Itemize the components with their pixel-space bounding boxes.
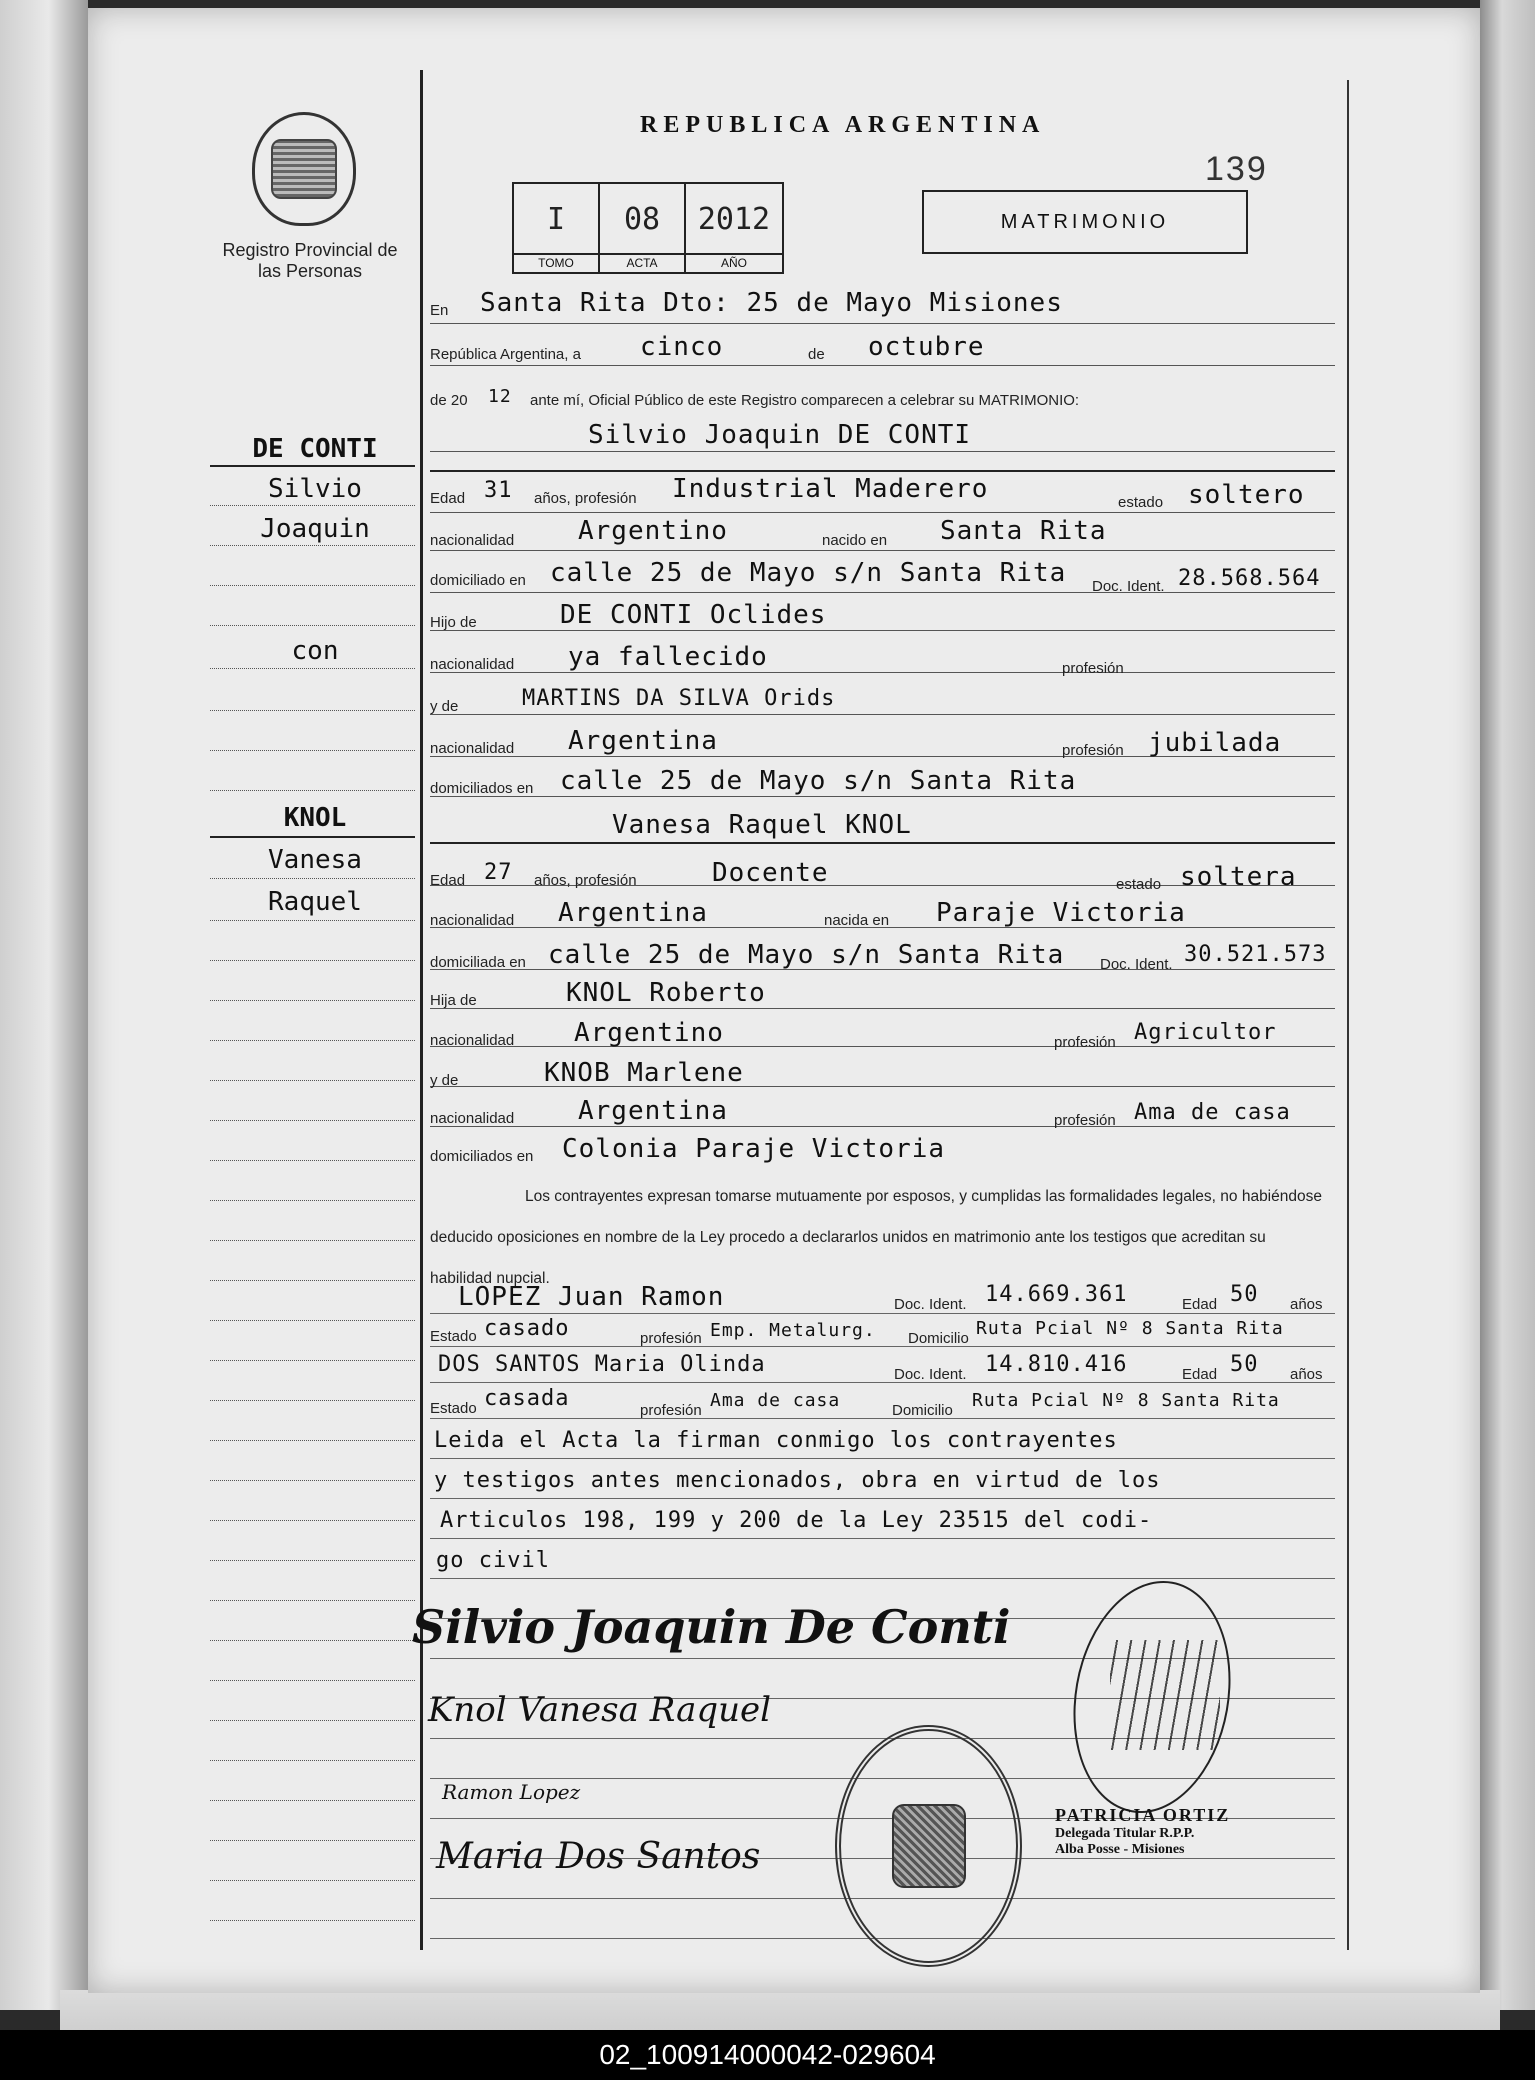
- label-de-20: de 20: [430, 392, 468, 409]
- label-de: de: [808, 346, 825, 363]
- c1-age: 31: [484, 478, 513, 503]
- c1-profession: Industrial Maderero: [672, 474, 989, 504]
- body-rule: [430, 1498, 1335, 1499]
- margin-surname-2: KNOL: [283, 803, 347, 833]
- c2-status: soltera: [1180, 862, 1297, 892]
- closing-line: Leida el Acta la firman conmigo los contrayentes: [434, 1428, 1118, 1453]
- label-profesion: profesión: [640, 1330, 702, 1347]
- margin-name-2a: Vanesa: [268, 845, 362, 875]
- label-nacionalidad: nacionalidad: [430, 1110, 515, 1127]
- body-rule: [430, 1418, 1335, 1419]
- officer-block: [1055, 1805, 1230, 1858]
- c1-parents-address: calle 25 de Mayo s/n Santa Rita: [560, 766, 1077, 796]
- c2-mother-nationality: Argentina: [578, 1096, 728, 1126]
- officer-role: Delegada Titular R.P.P.: [1055, 1826, 1195, 1841]
- label-anos: años: [1290, 1296, 1323, 1313]
- margin-rule: [210, 668, 415, 669]
- month-value: octubre: [868, 332, 985, 362]
- witness-2-profession: Ama de casa: [710, 1390, 841, 1411]
- margin-rule: [210, 1560, 415, 1561]
- witness-1-domicile: Ruta Pcial Nº 8 Santa Rita: [976, 1318, 1284, 1339]
- label-nacionalidad: nacionalidad: [430, 912, 515, 929]
- label-profesion: profesión: [1062, 742, 1124, 759]
- label-edad: Edad: [1182, 1366, 1218, 1383]
- body-rule: [430, 550, 1335, 551]
- margin-rule: [210, 1760, 415, 1761]
- label-hija-de: Hija de: [430, 992, 477, 1009]
- c1-mother-nationality: Argentina: [568, 726, 718, 756]
- margin-rule: [210, 710, 415, 711]
- c2-address: calle 25 de Mayo s/n Santa Rita: [548, 940, 1065, 970]
- label-y-de: y de: [430, 698, 459, 715]
- label-nacido-en: nacido en: [822, 532, 888, 549]
- body-rule: [430, 1046, 1335, 1047]
- witness-1-doc: 14.669.361: [985, 1282, 1128, 1307]
- witness-1-status: casado: [484, 1316, 570, 1341]
- witness-2-age: 50: [1230, 1352, 1259, 1377]
- margin-rule: [210, 1240, 415, 1241]
- anio-label: AÑO: [686, 253, 782, 270]
- body-rule: [430, 796, 1335, 797]
- c2-doc: 30.521.573: [1184, 942, 1327, 967]
- body-rule: [430, 1458, 1335, 1459]
- folio-number: 139: [1205, 150, 1268, 188]
- c2-mother: KNOB Marlene: [544, 1058, 744, 1088]
- book-right-edge: [1480, 0, 1535, 2010]
- margin-rule: [210, 960, 415, 961]
- tomo-value: I: [546, 202, 566, 237]
- anio-value: 2012: [697, 202, 771, 237]
- c2-nationality: Argentina: [558, 898, 708, 928]
- margin-rule: [210, 1200, 415, 1201]
- c1-birthplace: Santa Rita: [940, 516, 1107, 546]
- label-estado: estado: [1118, 494, 1164, 511]
- margin-name-1b: Joaquin: [260, 514, 370, 544]
- label-doc: Doc. Ident.: [1100, 956, 1173, 973]
- acta-box: [598, 182, 686, 274]
- registry-name: Registro Provincial de las Personas: [222, 240, 398, 281]
- witness-1-name: LOPEZ Juan Ramon: [458, 1282, 725, 1312]
- body-rule: [430, 1578, 1335, 1579]
- signature-2: Knol Vanesa Raquel: [428, 1690, 772, 1730]
- label-estado: estado: [1116, 876, 1162, 893]
- section-rule: [430, 842, 1335, 844]
- c1-mother: MARTINS DA SILVA Orids: [522, 686, 836, 711]
- c1-nationality: Argentino: [578, 516, 728, 546]
- section-rule: [430, 470, 1335, 472]
- label-doc: Doc. Ident.: [1092, 578, 1165, 595]
- body-rule: [430, 512, 1335, 513]
- margin-rule: [210, 1080, 415, 1081]
- margin-rule: [210, 1320, 415, 1321]
- closing-line: go civil: [436, 1548, 550, 1573]
- label-hijo-de: Hijo de: [430, 614, 477, 631]
- margin-name-2b: Raquel: [268, 887, 362, 917]
- body-rule: [430, 630, 1335, 631]
- label-nacionalidad: nacionalidad: [430, 532, 515, 549]
- body-rule: [430, 592, 1335, 593]
- c1-father-nationality: ya fallecido: [568, 642, 768, 672]
- body-rule: [430, 1008, 1335, 1009]
- margin-rule: [210, 920, 415, 921]
- c2-parents-address: Colonia Paraje Victoria: [562, 1134, 946, 1164]
- c1-father: DE CONTI Oclides: [560, 600, 827, 630]
- margin-rule: [210, 1440, 415, 1441]
- margin-rule: [210, 1920, 415, 1921]
- country-title: REPUBLICA ARGENTINA: [640, 112, 1046, 138]
- witness-2-name: DOS SANTOS Maria Olinda: [438, 1352, 766, 1377]
- label-nacionalidad: nacionalidad: [430, 740, 515, 757]
- label-anos-profesion: años, profesión: [534, 872, 637, 889]
- margin-rule: [210, 1160, 415, 1161]
- label-edad: Edad: [430, 872, 466, 889]
- margin-rule: [210, 505, 415, 506]
- officer-name: PATRICIA ORTIZ: [1055, 1805, 1231, 1825]
- signature-3: Ramon Lopez: [442, 1780, 581, 1804]
- signature-4: Maria Dos Santos: [436, 1836, 761, 1877]
- margin-rule: [210, 1520, 415, 1521]
- place-value: Santa Rita Dto: 25 de Mayo Misiones: [480, 288, 1063, 318]
- body-rule: [430, 451, 1335, 452]
- margin-rule: [210, 1280, 415, 1281]
- label-estado: Estado: [430, 1328, 477, 1345]
- margin-rule: [210, 1600, 415, 1601]
- label-edad: Edad: [430, 490, 466, 507]
- c1-doc: 28.568.564: [1178, 566, 1321, 591]
- officer-signature-scribble: [1110, 1640, 1220, 1750]
- label-profesion: profesión: [1054, 1112, 1116, 1129]
- margin-rule: [210, 1880, 415, 1881]
- year-suffix: 12: [488, 386, 512, 407]
- margin-divider: [420, 70, 423, 1950]
- label-domiciliados: domiciliados en: [430, 1148, 534, 1165]
- c2-age: 27: [484, 860, 513, 885]
- signature-1: Silvio Joaquin De Conti: [412, 1600, 1011, 1654]
- margin-rule: [210, 1840, 415, 1841]
- margin-rule: [210, 878, 415, 879]
- label-domiciliado: domiciliado en: [430, 572, 526, 589]
- c1-status: soltero: [1188, 480, 1305, 510]
- margin-rule: [210, 625, 415, 626]
- label-domiciliados: domiciliados en: [430, 780, 534, 797]
- page-bottom-edge: [60, 1990, 1500, 2030]
- declaration-text: Los contrayentes expresan tomarse mutuamente por esposos, y cumplidas las formalidades legales, no habiéndose deducido oposiciones en nombre de la Ley procedo a declararlos unidos en matrimonio ante los testigos que acreditan su habilidad nupcial.: [430, 1188, 1322, 1287]
- margin-rule: [210, 750, 415, 751]
- document-type-box: MATRIMONIO: [922, 190, 1248, 254]
- margin-rule: [210, 1680, 415, 1681]
- margin-rule: [210, 1360, 415, 1361]
- officer-place: Alba Posse - Misiones: [1055, 1842, 1185, 1857]
- margin-rule: [210, 1040, 415, 1041]
- label-profesion: profesión: [1062, 660, 1124, 677]
- margin-rule: [210, 790, 415, 791]
- label-domicilio: Domicilio: [892, 1402, 953, 1419]
- margin-con: con: [291, 636, 339, 666]
- anio-box: [684, 182, 784, 274]
- body-rule: [430, 672, 1335, 673]
- witness-2-doc: 14.810.416: [985, 1352, 1128, 1377]
- body-rule: [430, 1538, 1335, 1539]
- c2-birthplace: Paraje Victoria: [936, 898, 1186, 928]
- tomo-label: TOMO: [514, 253, 598, 270]
- margin-surname-1: DE CONTI: [252, 434, 378, 464]
- closing-line: Articulos 198, 199 y 200 de la Ley 23515 del codi-: [440, 1508, 1153, 1533]
- margin-rule: [210, 1480, 415, 1481]
- c2-father: KNOL Roberto: [566, 978, 766, 1008]
- margin-rule: [210, 1120, 415, 1121]
- provincial-seal-icon: [252, 112, 356, 226]
- margin-rule: [210, 1720, 415, 1721]
- right-border-line: [1347, 80, 1349, 1950]
- label-ante-mi: ante mí, Oficial Público de este Registro comparecen a celebrar su MATRIMONIO:: [530, 392, 1080, 409]
- margin-rule: [210, 1800, 415, 1801]
- document-id-footer: 02_100914000042-029604: [0, 2030, 1535, 2080]
- label-nacionalidad: nacionalidad: [430, 1032, 515, 1049]
- label-profesion: profesión: [1054, 1034, 1116, 1051]
- c2-mother-profession: Ama de casa: [1134, 1100, 1291, 1125]
- c2-father-profession: Agricultor: [1134, 1020, 1277, 1045]
- label-edad: Edad: [1182, 1296, 1218, 1313]
- label-estado: Estado: [430, 1400, 477, 1417]
- label-domiciliada: domiciliada en: [430, 954, 526, 971]
- witness-2-domicile: Ruta Pcial Nº 8 Santa Rita: [972, 1390, 1280, 1411]
- c1-address: calle 25 de Mayo s/n Santa Rita: [550, 558, 1067, 588]
- body-rule: [430, 323, 1335, 324]
- c1-mother-profession: jubilada: [1148, 728, 1282, 758]
- label-nacida-en: nacida en: [824, 912, 890, 929]
- margin-rule: [210, 1640, 415, 1641]
- label-doc: Doc. Ident.: [894, 1366, 967, 1383]
- closing-line: y testigos antes mencionados, obra en virtud de los: [434, 1468, 1161, 1493]
- label-y-de: y de: [430, 1072, 459, 1089]
- label-anos: años: [1290, 1366, 1323, 1383]
- witness-1-age: 50: [1230, 1282, 1259, 1307]
- label-republica: República Argentina, a: [430, 346, 581, 363]
- day-value: cinco: [640, 332, 724, 362]
- label-en: En: [430, 302, 449, 319]
- witness-2-status: casada: [484, 1386, 570, 1411]
- label-doc: Doc. Ident.: [894, 1296, 967, 1313]
- body-rule: [430, 365, 1335, 366]
- registry-stamp-icon: [835, 1725, 1022, 1967]
- tomo-box: [512, 182, 600, 274]
- margin-rule: [210, 836, 415, 838]
- margin-rule: [210, 1000, 415, 1001]
- label-anos-profesion: años, profesión: [534, 490, 637, 507]
- acta-label: ACTA: [600, 253, 684, 270]
- label-nacionalidad: nacionalidad: [430, 656, 515, 673]
- label-profesion: profesión: [640, 1402, 702, 1419]
- c2-profession: Docente: [712, 858, 829, 888]
- margin-rule: [210, 545, 415, 546]
- witness-1-profession: Emp. Metalurg.: [710, 1320, 876, 1341]
- contrayente-1-name: Silvio Joaquin DE CONTI: [588, 420, 972, 450]
- body-rule: [430, 1126, 1335, 1127]
- label-domicilio: Domicilio: [908, 1330, 969, 1347]
- margin-rule: [210, 585, 415, 586]
- body-rule: [430, 1346, 1335, 1347]
- book-left-edge: [0, 0, 88, 2010]
- body-rule: [430, 714, 1335, 715]
- acta-value: 08: [623, 202, 661, 237]
- margin-name-1a: Silvio: [268, 474, 362, 504]
- c2-father-nationality: Argentino: [574, 1018, 724, 1048]
- margin-rule: [210, 465, 415, 467]
- body-rule: [430, 1313, 1335, 1314]
- contrayente-2-name: Vanesa Raquel KNOL: [612, 810, 912, 840]
- margin-rule: [210, 1400, 415, 1401]
